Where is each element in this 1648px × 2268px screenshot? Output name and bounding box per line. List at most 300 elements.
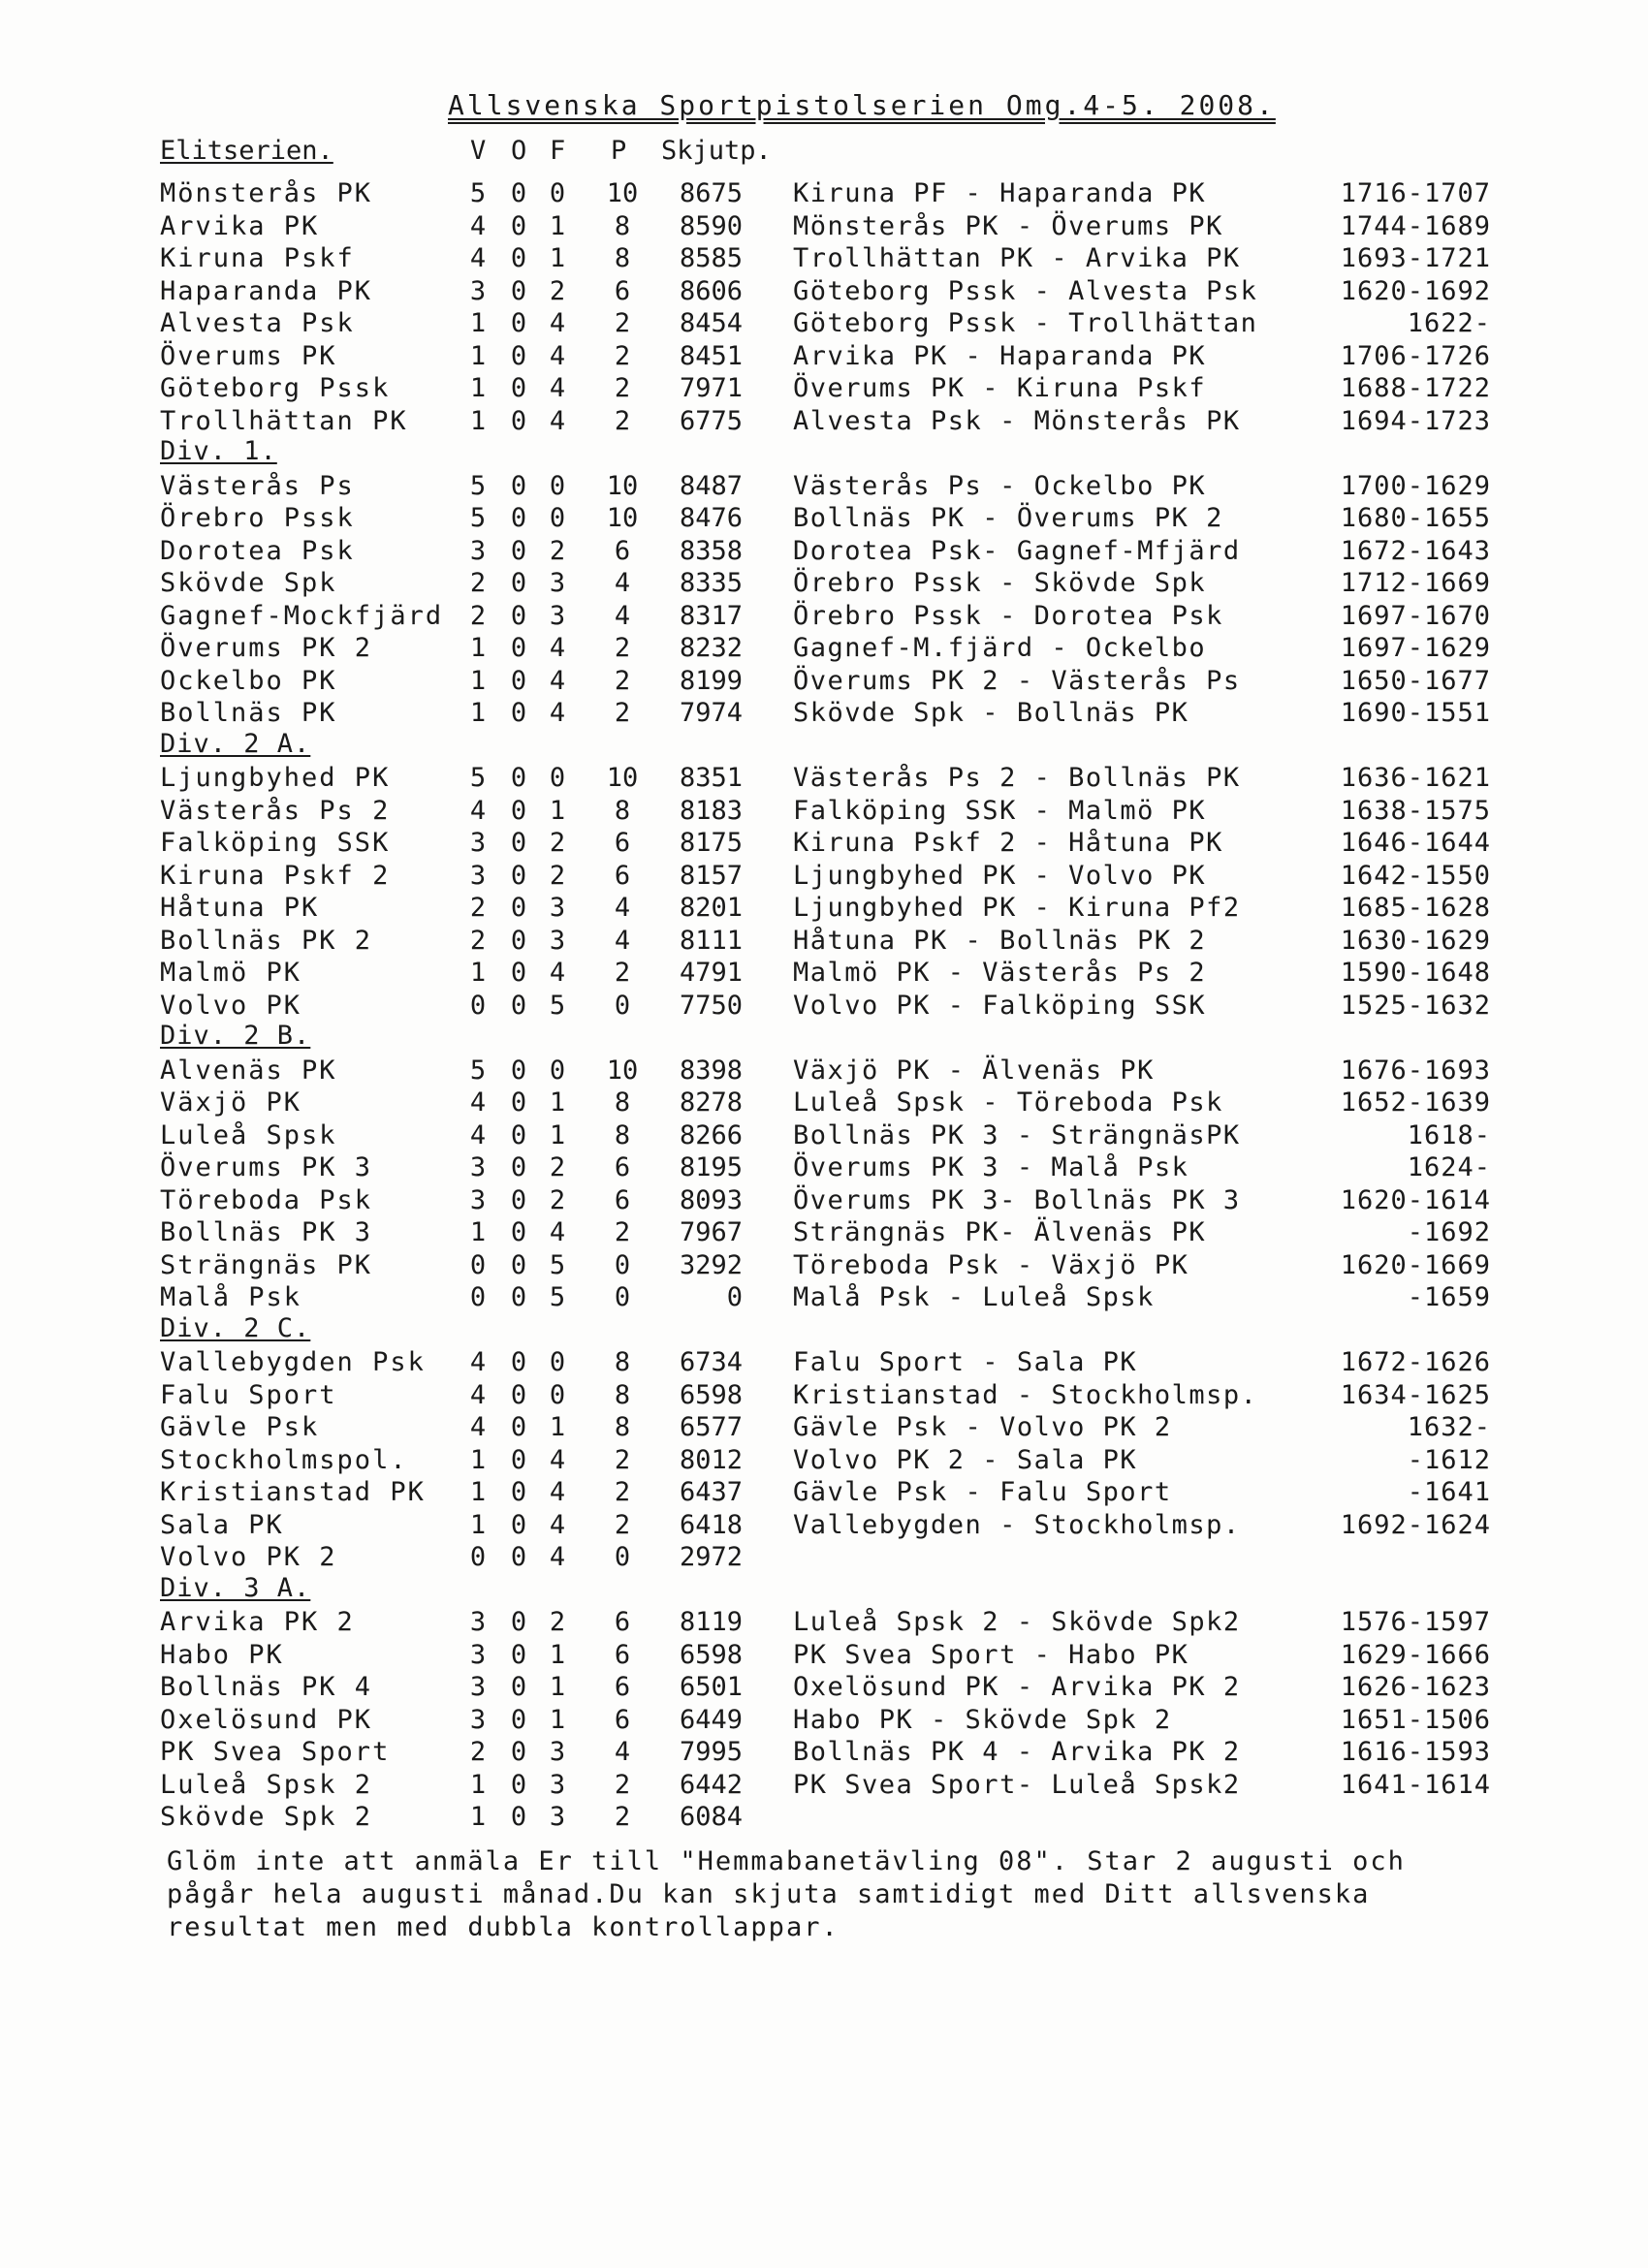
wins: 4 xyxy=(469,1412,487,1442)
shooting-points: 8199 xyxy=(679,665,743,696)
match-result: Töreboda Psk - Växjö PK xyxy=(793,1249,1189,1280)
losses: 3 xyxy=(549,925,566,956)
team-name: Falköping SSK xyxy=(160,828,391,858)
losses: 3 xyxy=(549,1769,566,1800)
shooting-points: 8201 xyxy=(679,893,743,923)
points: 10 xyxy=(606,1055,639,1086)
match-result: Volvo PK 2 - Sala PK xyxy=(793,1444,1138,1475)
header-section-name: Elitserien. xyxy=(160,136,333,166)
losses: 5 xyxy=(549,1282,566,1312)
shooting-points: 8398 xyxy=(679,1055,743,1086)
match-score: 1590-1648 xyxy=(1340,958,1491,988)
shooting-points: 8266 xyxy=(679,1119,743,1150)
shooting-points: 8675 xyxy=(679,178,743,208)
match-result: Gävle Psk - Volvo PK 2 xyxy=(793,1412,1172,1442)
match-score: 1622- xyxy=(1407,308,1491,338)
wins: 1 xyxy=(469,1769,487,1800)
wins: 0 xyxy=(469,1249,487,1280)
points: 8 xyxy=(614,243,631,273)
draws: 0 xyxy=(510,763,527,793)
losses: 1 xyxy=(549,1704,566,1735)
points: 2 xyxy=(614,405,631,436)
shooting-points: 7971 xyxy=(679,373,743,403)
shooting-points: 8454 xyxy=(679,308,743,338)
team-name: Vallebygden Psk xyxy=(160,1347,426,1377)
losses: 3 xyxy=(549,1802,566,1832)
shooting-points: 8012 xyxy=(679,1444,743,1475)
losses: 4 xyxy=(549,698,566,728)
points: 2 xyxy=(614,308,631,338)
team-name: Göteborg Pssk xyxy=(160,373,391,403)
losses: 1 xyxy=(549,210,566,241)
match-result: Växjö PK - Älvenäs PK xyxy=(793,1055,1155,1086)
draws: 0 xyxy=(510,1087,527,1118)
match-score: 1652-1639 xyxy=(1340,1087,1491,1118)
wins: 4 xyxy=(469,1087,487,1118)
draws: 0 xyxy=(510,600,527,631)
team-name: Bollnäs PK xyxy=(160,698,337,728)
team-name: Ockelbo PK xyxy=(160,665,337,696)
match-score: -1692 xyxy=(1407,1217,1491,1247)
shooting-points: 6449 xyxy=(679,1704,743,1735)
draws: 0 xyxy=(510,1607,527,1637)
wins: 1 xyxy=(469,1444,487,1475)
match-result: Västerås Ps 2 - Bollnäs PK xyxy=(793,763,1241,793)
draws: 0 xyxy=(510,1119,527,1150)
draws: 0 xyxy=(510,1249,527,1280)
points: 4 xyxy=(614,1737,631,1767)
match-result: Gagnef-M.fjärd - Ockelbo xyxy=(793,633,1207,663)
draws: 0 xyxy=(510,1412,527,1442)
shooting-points: 6577 xyxy=(679,1412,743,1442)
team-name: Bollnäs PK 2 xyxy=(160,925,373,956)
points: 2 xyxy=(614,1802,631,1832)
shooting-points: 4791 xyxy=(679,958,743,988)
section-label: Div. 2 A. xyxy=(160,728,311,759)
points: 8 xyxy=(614,1119,631,1150)
wins: 5 xyxy=(469,1055,487,1086)
match-result: Håtuna PK - Bollnäs PK 2 xyxy=(793,925,1207,956)
losses: 1 xyxy=(549,1672,566,1702)
points: 2 xyxy=(614,1444,631,1475)
draws: 0 xyxy=(510,340,527,371)
shooting-points: 6598 xyxy=(679,1379,743,1410)
match-score: 1651-1506 xyxy=(1340,1704,1491,1735)
points: 10 xyxy=(606,503,639,533)
match-score: 1634-1625 xyxy=(1340,1379,1491,1410)
match-score: 1706-1726 xyxy=(1340,340,1491,371)
draws: 0 xyxy=(510,568,527,598)
wins: 3 xyxy=(469,1639,487,1670)
losses: 1 xyxy=(549,1639,566,1670)
match-score: 1690-1551 xyxy=(1340,698,1491,728)
wins: 1 xyxy=(469,405,487,436)
points: 10 xyxy=(606,178,639,208)
match-result: Falköping SSK - Malmö PK xyxy=(793,795,1207,826)
shooting-points: 6084 xyxy=(679,1802,743,1832)
draws: 0 xyxy=(510,1542,527,1572)
losses: 3 xyxy=(549,1737,566,1767)
wins: 2 xyxy=(469,1737,487,1767)
shooting-points: 8111 xyxy=(679,925,743,956)
match-score: 1685-1628 xyxy=(1340,893,1491,923)
wins: 3 xyxy=(469,828,487,858)
draws: 0 xyxy=(510,1802,527,1832)
team-name: Volvo PK xyxy=(160,990,302,1021)
points: 4 xyxy=(614,600,631,631)
document-title: Allsvenska Sportpistolserien Omg.4-5. 2008. xyxy=(448,89,1276,121)
shooting-points: 6775 xyxy=(679,405,743,436)
draws: 0 xyxy=(510,275,527,306)
match-score: 1676-1693 xyxy=(1340,1055,1491,1086)
points: 0 xyxy=(614,1542,631,1572)
shooting-points: 8476 xyxy=(679,503,743,533)
draws: 0 xyxy=(510,503,527,533)
header-p: P xyxy=(611,136,627,166)
points: 10 xyxy=(606,470,639,501)
team-name: Växjö PK xyxy=(160,1087,302,1118)
team-name: Västerås Ps 2 xyxy=(160,795,391,826)
draws: 0 xyxy=(510,1672,527,1702)
losses: 2 xyxy=(549,275,566,306)
draws: 0 xyxy=(510,958,527,988)
wins: 3 xyxy=(469,1152,487,1182)
match-score: 1700-1629 xyxy=(1340,470,1491,501)
match-score: 1638-1575 xyxy=(1340,795,1491,826)
team-name: Bollnäs PK 3 xyxy=(160,1217,373,1247)
draws: 0 xyxy=(510,1055,527,1086)
match-score: 1525-1632 xyxy=(1340,990,1491,1021)
wins: 1 xyxy=(469,958,487,988)
losses: 4 xyxy=(549,308,566,338)
footer-line: resultat men med dubbla kontrollappar. xyxy=(167,1912,840,1942)
team-name: Luleå Spsk 2 xyxy=(160,1769,373,1800)
footer-line: Glöm inte att anmäla Er till "Hemmabanetävling 08". Star 2 augusti och xyxy=(167,1846,1406,1876)
wins: 5 xyxy=(469,178,487,208)
team-name: Arvika PK xyxy=(160,210,320,241)
losses: 2 xyxy=(549,1607,566,1637)
shooting-points: 6501 xyxy=(679,1672,743,1702)
wins: 5 xyxy=(469,470,487,501)
match-result: Överums PK 3- Bollnäs PK 3 xyxy=(793,1184,1241,1215)
draws: 0 xyxy=(510,990,527,1021)
match-result: Malmö PK - Västerås Ps 2 xyxy=(793,958,1207,988)
match-result: Ljungbyhed PK - Kiruna Pf2 xyxy=(793,893,1241,923)
draws: 0 xyxy=(510,795,527,826)
team-name: Skövde Spk 2 xyxy=(160,1802,373,1832)
match-result: Överums PK 2 - Västerås Ps xyxy=(793,665,1241,696)
footer-line: pågår hela augusti månad.Du kan skjuta samtidigt med Ditt allsvenska xyxy=(167,1879,1371,1909)
losses: 0 xyxy=(549,178,566,208)
match-score: 1744-1689 xyxy=(1340,210,1491,241)
points: 6 xyxy=(614,535,631,566)
points: 6 xyxy=(614,828,631,858)
wins: 1 xyxy=(469,665,487,696)
points: 8 xyxy=(614,795,631,826)
losses: 1 xyxy=(549,795,566,826)
points: 6 xyxy=(614,275,631,306)
wins: 1 xyxy=(469,1509,487,1540)
match-result: Göteborg Pssk - Alvesta Psk xyxy=(793,275,1258,306)
points: 6 xyxy=(614,1672,631,1702)
wins: 4 xyxy=(469,1119,487,1150)
losses: 5 xyxy=(549,1249,566,1280)
match-score: 1712-1669 xyxy=(1340,568,1491,598)
team-name: Västerås Ps xyxy=(160,470,355,501)
shooting-points: 8351 xyxy=(679,763,743,793)
team-name: PK Svea Sport xyxy=(160,1737,391,1767)
shooting-points: 8278 xyxy=(679,1087,743,1118)
team-name: Gävle Psk xyxy=(160,1412,320,1442)
match-score: 1688-1722 xyxy=(1340,373,1491,403)
team-name: Malå Psk xyxy=(160,1282,302,1312)
losses: 4 xyxy=(549,1477,566,1507)
wins: 1 xyxy=(469,340,487,371)
team-name: Örebro Pssk xyxy=(160,503,355,533)
points: 4 xyxy=(614,925,631,956)
header-skjutp: Skjutp. xyxy=(661,136,772,166)
wins: 4 xyxy=(469,795,487,826)
match-score: 1694-1723 xyxy=(1340,405,1491,436)
wins: 3 xyxy=(469,1704,487,1735)
team-name: Oxelösund PK xyxy=(160,1704,373,1735)
wins: 1 xyxy=(469,1477,487,1507)
shooting-points: 6442 xyxy=(679,1769,743,1800)
shooting-points: 8317 xyxy=(679,600,743,631)
losses: 3 xyxy=(549,600,566,631)
team-name: Gagnef-Mockfjärd xyxy=(160,600,444,631)
points: 2 xyxy=(614,1477,631,1507)
team-name: Töreboda Psk xyxy=(160,1184,373,1215)
match-score: 1650-1677 xyxy=(1340,665,1491,696)
losses: 4 xyxy=(549,340,566,371)
match-result: Ljungbyhed PK - Volvo PK xyxy=(793,860,1207,891)
wins: 1 xyxy=(469,1217,487,1247)
points: 10 xyxy=(606,763,639,793)
match-result: Kiruna PF - Haparanda PK xyxy=(793,178,1207,208)
wins: 2 xyxy=(469,925,487,956)
shooting-points: 8183 xyxy=(679,795,743,826)
shooting-points: 8232 xyxy=(679,633,743,663)
shooting-points: 8119 xyxy=(679,1607,743,1637)
section-label: Div. 2 C. xyxy=(160,1312,311,1343)
match-result: Örebro Pssk - Dorotea Psk xyxy=(793,600,1223,631)
losses: 0 xyxy=(549,1055,566,1086)
losses: 3 xyxy=(549,893,566,923)
draws: 0 xyxy=(510,373,527,403)
points: 2 xyxy=(614,1509,631,1540)
shooting-points: 7974 xyxy=(679,698,743,728)
losses: 5 xyxy=(549,990,566,1021)
team-name: Alvenäs PK xyxy=(160,1055,337,1086)
draws: 0 xyxy=(510,828,527,858)
shooting-points: 6418 xyxy=(679,1509,743,1540)
points: 6 xyxy=(614,1639,631,1670)
wins: 1 xyxy=(469,698,487,728)
match-score: 1630-1629 xyxy=(1340,925,1491,956)
points: 4 xyxy=(614,893,631,923)
match-result: Västerås Ps - Ockelbo PK xyxy=(793,470,1207,501)
team-name: Haparanda PK xyxy=(160,275,373,306)
points: 2 xyxy=(614,633,631,663)
team-name: Kristianstad PK xyxy=(160,1477,426,1507)
match-result: PK Svea Sport- Luleå Spsk2 xyxy=(793,1769,1241,1800)
match-score: 1620-1669 xyxy=(1340,1249,1491,1280)
team-name: Arvika PK 2 xyxy=(160,1607,355,1637)
draws: 0 xyxy=(510,210,527,241)
team-name: Luleå Spsk xyxy=(160,1119,337,1150)
points: 2 xyxy=(614,1217,631,1247)
match-result: Luleå Spsk 2 - Skövde Spk2 xyxy=(793,1607,1241,1637)
footer-note xyxy=(167,1845,1524,1944)
wins: 3 xyxy=(469,535,487,566)
draws: 0 xyxy=(510,1347,527,1377)
shooting-points: 6437 xyxy=(679,1477,743,1507)
points: 8 xyxy=(614,1412,631,1442)
match-result: Alvesta Psk - Mönsterås PK xyxy=(793,405,1241,436)
wins: 1 xyxy=(469,308,487,338)
losses: 2 xyxy=(549,1152,566,1182)
match-score: 1642-1550 xyxy=(1340,860,1491,891)
header-v: V xyxy=(470,136,487,166)
points: 8 xyxy=(614,210,631,241)
draws: 0 xyxy=(510,1379,527,1410)
team-name: Strängnäs PK xyxy=(160,1249,373,1280)
team-name: Alvesta Psk xyxy=(160,308,355,338)
section-label: Div. 3 A. xyxy=(160,1572,311,1603)
draws: 0 xyxy=(510,470,527,501)
losses: 4 xyxy=(549,405,566,436)
losses: 0 xyxy=(549,470,566,501)
wins: 3 xyxy=(469,1184,487,1215)
points: 6 xyxy=(614,860,631,891)
draws: 0 xyxy=(510,1282,527,1312)
draws: 0 xyxy=(510,1704,527,1735)
match-result: Bollnäs PK - Överums PK 2 xyxy=(793,503,1223,533)
wins: 3 xyxy=(469,1607,487,1637)
losses: 2 xyxy=(549,828,566,858)
match-result: Kristianstad - Stockholmsp. xyxy=(793,1379,1258,1410)
match-result: Skövde Spk - Bollnäs PK xyxy=(793,698,1189,728)
shooting-points: 7967 xyxy=(679,1217,743,1247)
points: 8 xyxy=(614,1087,631,1118)
match-result: Malå Psk - Luleå Spsk xyxy=(793,1282,1155,1312)
points: 2 xyxy=(614,340,631,371)
team-name: Stockholmspol. xyxy=(160,1444,408,1475)
draws: 0 xyxy=(510,308,527,338)
team-name: Volvo PK 2 xyxy=(160,1542,337,1572)
team-name: Bollnäs PK 4 xyxy=(160,1672,373,1702)
losses: 4 xyxy=(549,665,566,696)
losses: 1 xyxy=(549,243,566,273)
losses: 4 xyxy=(549,373,566,403)
match-result: Bollnäs PK 4 - Arvika PK 2 xyxy=(793,1737,1241,1767)
match-result: Habo PK - Skövde Spk 2 xyxy=(793,1704,1172,1735)
match-result: Luleå Spsk - Töreboda Psk xyxy=(793,1087,1223,1118)
draws: 0 xyxy=(510,698,527,728)
points: 2 xyxy=(614,958,631,988)
wins: 5 xyxy=(469,763,487,793)
losses: 1 xyxy=(549,1087,566,1118)
match-score: 1624- xyxy=(1407,1152,1491,1182)
match-score: 1716-1707 xyxy=(1340,178,1491,208)
wins: 0 xyxy=(469,1282,487,1312)
match-result: Kiruna Pskf 2 - Håtuna PK xyxy=(793,828,1223,858)
match-result: Bollnäs PK 3 - SträngnäsPK xyxy=(793,1119,1241,1150)
draws: 0 xyxy=(510,1152,527,1182)
shooting-points: 8606 xyxy=(679,275,743,306)
team-name: Ljungbyhed PK xyxy=(160,763,391,793)
wins: 1 xyxy=(469,1802,487,1832)
team-name: Kiruna Pskf 2 xyxy=(160,860,391,891)
match-score: 1626-1623 xyxy=(1340,1672,1491,1702)
match-score: -1612 xyxy=(1407,1444,1491,1475)
match-score: 1620-1614 xyxy=(1340,1184,1491,1215)
shooting-points: 8585 xyxy=(679,243,743,273)
draws: 0 xyxy=(510,1737,527,1767)
draws: 0 xyxy=(510,1769,527,1800)
draws: 0 xyxy=(510,633,527,663)
match-result: Arvika PK - Haparanda PK xyxy=(793,340,1207,371)
wins: 2 xyxy=(469,568,487,598)
match-result: Överums PK 3 - Malå Psk xyxy=(793,1152,1189,1182)
wins: 2 xyxy=(469,893,487,923)
shooting-points: 8451 xyxy=(679,340,743,371)
section-label: Div. 2 B. xyxy=(160,1021,311,1051)
points: 2 xyxy=(614,665,631,696)
shooting-points: 6734 xyxy=(679,1347,743,1377)
match-result: Strängnäs PK- Älvenäs PK xyxy=(793,1217,1207,1247)
losses: 4 xyxy=(549,633,566,663)
match-score: 1636-1621 xyxy=(1340,763,1491,793)
match-result: Oxelösund PK - Arvika PK 2 xyxy=(793,1672,1241,1702)
losses: 4 xyxy=(549,1444,566,1475)
losses: 4 xyxy=(549,958,566,988)
losses: 2 xyxy=(549,1184,566,1215)
losses: 1 xyxy=(549,1412,566,1442)
wins: 4 xyxy=(469,243,487,273)
losses: 4 xyxy=(549,1217,566,1247)
points: 4 xyxy=(614,568,631,598)
draws: 0 xyxy=(510,535,527,566)
wins: 0 xyxy=(469,990,487,1021)
shooting-points: 2972 xyxy=(679,1542,743,1572)
losses: 0 xyxy=(549,503,566,533)
points: 0 xyxy=(614,1249,631,1280)
match-score: -1659 xyxy=(1407,1282,1491,1312)
points: 8 xyxy=(614,1379,631,1410)
shooting-points: 8093 xyxy=(679,1184,743,1215)
team-name: Skövde Spk xyxy=(160,568,337,598)
match-score: 1618- xyxy=(1407,1119,1491,1150)
match-result: PK Svea Sport - Habo PK xyxy=(793,1639,1189,1670)
losses: 1 xyxy=(549,1119,566,1150)
match-score: 1641-1614 xyxy=(1340,1769,1491,1800)
losses: 4 xyxy=(549,1509,566,1540)
shooting-points: 0 xyxy=(726,1282,743,1312)
wins: 3 xyxy=(469,860,487,891)
match-result: Göteborg Pssk - Trollhättan xyxy=(793,308,1258,338)
shooting-points: 7750 xyxy=(679,990,743,1021)
match-score: 1620-1692 xyxy=(1340,275,1491,306)
match-score: 1680-1655 xyxy=(1340,503,1491,533)
draws: 0 xyxy=(510,1639,527,1670)
points: 2 xyxy=(614,373,631,403)
shooting-points: 8175 xyxy=(679,828,743,858)
draws: 0 xyxy=(510,178,527,208)
draws: 0 xyxy=(510,1477,527,1507)
match-result: Gävle Psk - Falu Sport xyxy=(793,1477,1172,1507)
